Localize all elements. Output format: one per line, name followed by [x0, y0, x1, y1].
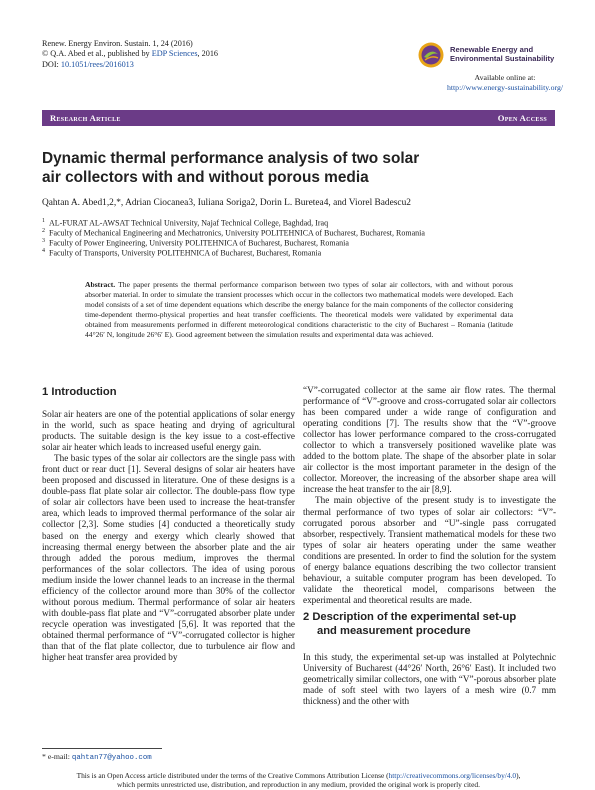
intro-paragraph-2: The basic types of the solar air collectors are the single pass with front duct or rear duct [1]. Several designs of solar air heaters have been proposed and discussed in literature. One of these designs is a double-pass flat plate solar air collector. The double-pass flow type of solar air collectors have been used to increase the heat-transfer area, which leads to improved thermal performance of the solar air collector [2,3]. Some studies [4] conducted a theoretically study based on the energy and exergy which clearly showed that increasing thermal energy between the absorber plate and the air through added the porous medium, improves the thermal performances of the solar collectors. The idea of using porous medium inside the lower channel leads to an increase in the thermal efficiency of the collector around more than 30% of the collector without porous medium. Thermal performance of solar air heaters with double-pass flat plate and “V”-corrugated absorber plate under recycle operation was investigated [5,6]. It was reported that the obtained thermal performance of “V”-corrugated collector is higher than that of the flat plate collector, due to turbulence air flow and higher heat transfer area provided by — [42, 453, 295, 663]
publisher-link[interactable]: EDP Sciences — [151, 49, 198, 59]
affiliation-1: $^1$ AL-FURAT AL-AWSAT Technical University, Najaf Technical College, Baghdad, Iraq — [42, 218, 329, 228]
corresponding-email: * e-mail: qahtan77@yahoo.com — [42, 752, 152, 762]
section-2-heading: 2 Description of the experimental set-up and measurement procedure — [303, 611, 517, 638]
authors-text: Qahtan A. Abed1,2,*, Adrian Ciocanea3, Iuliana Soriga2, Dorin L. Buretea4, and Viorel Badescu2 — [42, 198, 411, 208]
journal-url-link[interactable]: http://www.energy-sustainability.org/ — [446, 82, 564, 92]
copyright-line: © Q.A. Abed et al., published by EDP Sciences, 2016 — [42, 49, 219, 59]
journal-header — [42, 39, 218, 70]
intro-paragraph-4: The main objective of the present study is to investigate the thermal performance of two types of solar air collectors: “V”-corrugated porous absorber and “U”-single pass corrugated absorber, respectively. Transient mathematical models for these two types of solar air heaters operating under the same weather conditions are presented. In order to find the solution for the system of energy balance equations describing the two collector transient behaviour, a suitable computer program has been developed. To validate the theoretical model, comparisons between the experimental and theoretical results are made. — [303, 495, 556, 605]
right-column — [303, 385, 556, 606]
paper-title: Dynamic thermal performance analysis of two solar air collectors with and without porous media — [42, 150, 420, 186]
section-2-paragraph-1: In this study, the experimental set-up was installed at Polytechnic University of Bucharest (44°26′ North, 26°6′ East). It included two geometrically similar collectors, one with “V”-porous absorber plate made of soft steel with two layers of a mesh wire (0.7 mm thickness) and the other with — [303, 652, 556, 707]
intro-paragraph-3: “V”-corrugated collector at the same air flow rates. The thermal performance of “V”-groove and cross-corrugated solar air collectors has been compared under a wide range of configuration and operating conditions [7]. The results show that the “V”-groove collector has lower performance compared to the cross-corrugated collector to which a transversely positioned wavelike plate was added to the bottom plate. The shape of the absorber plate in solar air collector is the most important parameter in the design of the collector. Moreover, the increasing of the absorber shape area will increase the heat transfer to the air [8,9]. — [303, 385, 556, 495]
license-notice: This is an Open Access article distributed under the terms of the Creative Commons Attribution License (http://creativecommons.org/licenses/by/4.0), which permits unrestricted use, distribution, and reproduction in any medium, provided the original work is properly cited. — [76, 771, 521, 790]
doi-link[interactable]: 10.1051/rees/2016013 — [60, 59, 134, 69]
journal-logo-icon — [418, 42, 444, 68]
affiliation-2: $^2$ Faculty of Mechanical Engineering and Mechatronics, University POLITEHNICA of Bucharest, Bucharest, Romania — [42, 228, 425, 238]
affiliation-3: $^3$ Faculty of Power Engineering, University POLITEHNICA of Bucharest, Bucharest, Romania — [42, 238, 349, 248]
available-online: Available online at: http://www.energy-sustainability.org/ — [440, 73, 570, 92]
journal-citation: Renew. Energy Environ. Sustain. 1, 24 (2016) — [42, 39, 193, 48]
journal-logo-text: Renewable Energy and Environmental Sustainability — [450, 45, 555, 64]
article-type-banner — [42, 110, 555, 126]
affiliation-4: $^4$ Faculty of Transports, University POLITEHNICA of Bucharest, Bucharest, Romania — [42, 248, 322, 258]
abstract-label: Abstract. — [85, 280, 116, 289]
section-2-text — [303, 652, 556, 707]
section-1-heading: 1 Introduction — [42, 386, 117, 398]
doi-line: DOI: 10.1051/rees/2016013 — [42, 59, 134, 69]
author-list — [42, 198, 562, 209]
open-access-label: Open Access — [497, 113, 547, 123]
abstract-text: The paper presents the thermal performance comparison between two types of solar air collectors, with and without porous absorber material. In order to simulate the transient processes which occur in the collectors two mathematical models were developed. Each model consists of a set of time dependent equations which describe the energy balance for the main components of the collector considering time-dependent thermo-physical properties and heat transfer coefficients. The theoretical models were validated by experimental data obtained from measurements performed in different meteorological conditions characteristic to the city of Bucharest – Romania (latitude 44°26′ N, longitude 26°6′ E). Good agreement between the simulation results and experimental data was achieved. — [85, 280, 513, 339]
left-column — [42, 409, 295, 663]
abstract — [85, 280, 513, 339]
license-link[interactable]: http://creativecommons.org/licenses/by/4.0 — [388, 771, 517, 780]
email-link[interactable]: qahtan77@yahoo.com — [71, 754, 152, 762]
journal-logo — [418, 40, 568, 74]
footnote-divider — [42, 748, 162, 749]
article-type-label: Research Article — [50, 113, 121, 123]
intro-paragraph-1: Solar air heaters are one of the potential applications of solar energy in the world, such as space heating and drying of agricultural products. The suitable design is the key issue to a cost-effective solar air heater which leads to increased useful energy gain. — [42, 409, 295, 453]
